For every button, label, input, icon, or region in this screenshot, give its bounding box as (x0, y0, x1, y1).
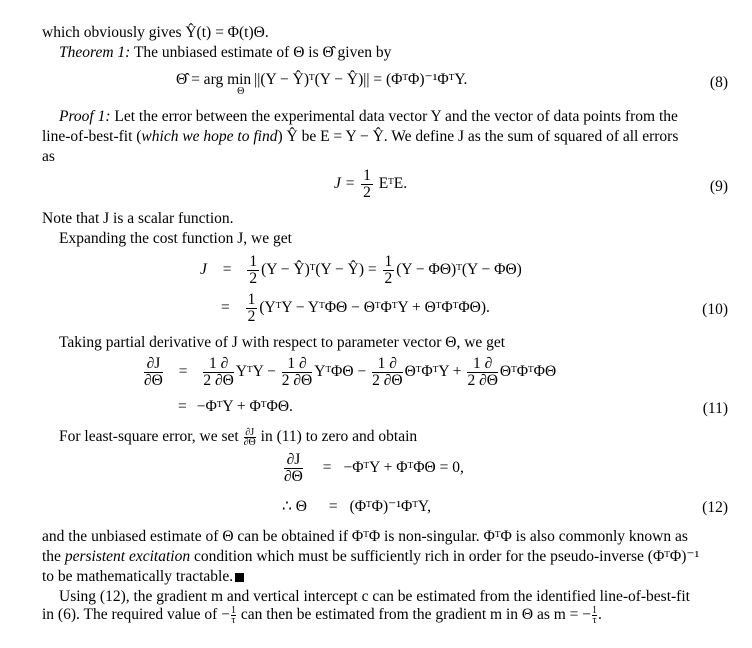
frac-den: 2 ∂Θ (467, 372, 498, 389)
fraction (144, 356, 163, 389)
theorem-text: The unbiased estimate of Θ is Θ̂ given by (133, 44, 392, 61)
equation-10-row1 (200, 254, 522, 287)
eq11-term: −ΦᵀY + ΦᵀΦΘ. (196, 398, 293, 415)
text: . (598, 606, 602, 624)
text-line (42, 606, 602, 625)
proof-line: as (42, 148, 55, 165)
eq11-eq: = (178, 363, 188, 381)
theorem-label: Theorem 1: (59, 44, 131, 61)
text: can then be estimated from the gradient m in Θ as m = − (236, 606, 592, 624)
eq12-eq: = (328, 498, 338, 515)
text: For least-square error, we set (59, 428, 239, 446)
eq12-term: (ΦᵀΦ)⁻¹ΦᵀY, (349, 498, 432, 515)
text: condition which must be sufficiently rich in order for the pseudo-inverse (ΦᵀΦ)⁻¹ (190, 548, 700, 565)
fraction (203, 356, 233, 389)
text-line: Taking partial derivative of J with respect to parameter vector Θ, we get (59, 334, 506, 351)
text: to be mathematically tractable. (42, 568, 234, 585)
frac-num: 1 ∂ (467, 356, 497, 373)
text-line: Using (12), the gradient m and vertical intercept c can be estimated from the identified line-of-best-fit (59, 588, 690, 605)
theorem-statement (59, 44, 391, 62)
eq11-term: YᵀY − (235, 363, 276, 381)
proof-text: ) Ŷ be E = Y − Ŷ. We define J as the sum of squared of all errors (277, 128, 679, 145)
fraction (383, 254, 395, 287)
proof-line (42, 128, 678, 146)
text-line (42, 548, 699, 566)
frac-num: 1 ∂ (372, 356, 402, 373)
text-line: Expanding the cost function J, we get (59, 230, 292, 247)
eq10-eq: = (221, 299, 230, 317)
text-line: which obviously gives Ŷ(t) = Φ(t)Θ. (42, 24, 269, 41)
eq12-lhs: ∴ Θ (282, 498, 307, 515)
fraction (244, 428, 256, 447)
equation-11-row1 (142, 356, 556, 389)
eq10-part: (Y − ΦΘ)ᵀ(Y − ΦΘ) (396, 261, 522, 279)
frac-num: 1 (230, 605, 236, 616)
eq11-term: ΘᵀΦᵀΦΘ (499, 363, 557, 381)
frac-num: 1 (592, 605, 598, 616)
frac-den: 2 ∂Θ (203, 372, 234, 389)
equation-number: (11) (702, 400, 728, 417)
eq11-term: YᵀΦΘ − (314, 363, 367, 381)
eq10-lhs: J (200, 261, 207, 279)
eq10-eq: = (222, 261, 232, 279)
frac-den: 2 ∂Θ (281, 372, 313, 389)
eq11-eq: = (178, 398, 187, 415)
equation-number: (8) (709, 74, 728, 91)
equation-number: (10) (702, 301, 728, 318)
equation-number: (9) (709, 178, 728, 195)
frac-num: 1 (247, 291, 256, 308)
eq8-lhs: Θ̂ = arg min (176, 71, 252, 88)
proof-label: Proof 1: (59, 108, 111, 125)
frac-num: ∂J (284, 452, 303, 469)
fraction (361, 168, 373, 201)
eq11-term: ΘᵀΦᵀY + (404, 363, 462, 381)
frac-den: τ (231, 615, 236, 626)
frac-den: ∂Θ (243, 437, 256, 448)
eq12-term: −ΦᵀY + ΦᵀΦΘ = 0, (343, 459, 464, 477)
proof-text-italic: which we hope to find (141, 128, 278, 145)
eq12-eq: = (322, 459, 332, 477)
frac-den: 2 (384, 270, 393, 287)
equation-11-row2 (178, 398, 293, 416)
fraction (467, 356, 497, 389)
equation-number: (12) (702, 499, 728, 516)
eq9-rhs: EᵀE. (378, 175, 408, 193)
text: in (6). The required value of − (42, 606, 230, 624)
fraction (284, 452, 303, 485)
frac-den: ∂Θ (144, 372, 163, 389)
fraction (231, 606, 236, 625)
eq8-argmin-sub: Θ (237, 86, 245, 97)
text: the (42, 548, 65, 565)
fraction (372, 356, 402, 389)
frac-num: 1 (249, 253, 258, 270)
fraction (282, 356, 312, 389)
equation-12-row2 (282, 497, 431, 516)
text-line: Note that J is a scalar function. (42, 210, 234, 227)
frac-num: 1 ∂ (203, 356, 233, 373)
fraction (247, 254, 259, 287)
frac-den: ∂Θ (284, 468, 303, 485)
text: in (11) to zero and obtain (260, 428, 418, 446)
proof-text: line-of-best-fit ( (42, 128, 142, 145)
fraction (246, 292, 258, 325)
frac-num: ∂J (245, 427, 255, 438)
frac-num: ∂J (144, 356, 163, 373)
text-line (42, 568, 244, 586)
eq8-rhs: ||(Y − Ŷ)ᵀ(Y − Ŷ)|| = (ΦᵀΦ)⁻¹ΦᵀY. (254, 71, 468, 88)
frac-den: 2 (249, 270, 258, 287)
equation-12-row1 (282, 452, 464, 485)
text-line: and the unbiased estimate of Θ can be obtained if ΦᵀΦ is non-singular. ΦᵀΦ is also commonly known as (42, 528, 688, 545)
equation-10-row2 (221, 292, 490, 325)
proof-line (59, 108, 678, 126)
frac-num: 1 (384, 253, 393, 270)
frac-num: 1 ∂ (282, 356, 312, 373)
frac-den: 2 (363, 184, 371, 201)
frac-num: 1 (363, 167, 371, 184)
eq10-part: (Y − Ŷ)ᵀ(Y − Ŷ) = (261, 261, 377, 279)
text-line (59, 428, 417, 447)
frac-den: 2 (247, 308, 256, 325)
frac-den: 2 ∂Θ (372, 372, 403, 389)
eq9-lhs: J = (334, 175, 356, 193)
frac-den: τ (592, 615, 597, 626)
proof-text: Let the error between the experimental data vector Y and the vector of data points from the (114, 108, 678, 125)
equation-8 (176, 70, 468, 97)
text-italic: persistent excitation (64, 548, 191, 565)
qed-square-icon (235, 573, 244, 582)
fraction (592, 606, 597, 625)
eq10-part: (YᵀY − YᵀΦΘ − ΘᵀΦᵀY + ΘᵀΦᵀΦΘ). (259, 299, 490, 317)
equation-9 (334, 168, 407, 201)
